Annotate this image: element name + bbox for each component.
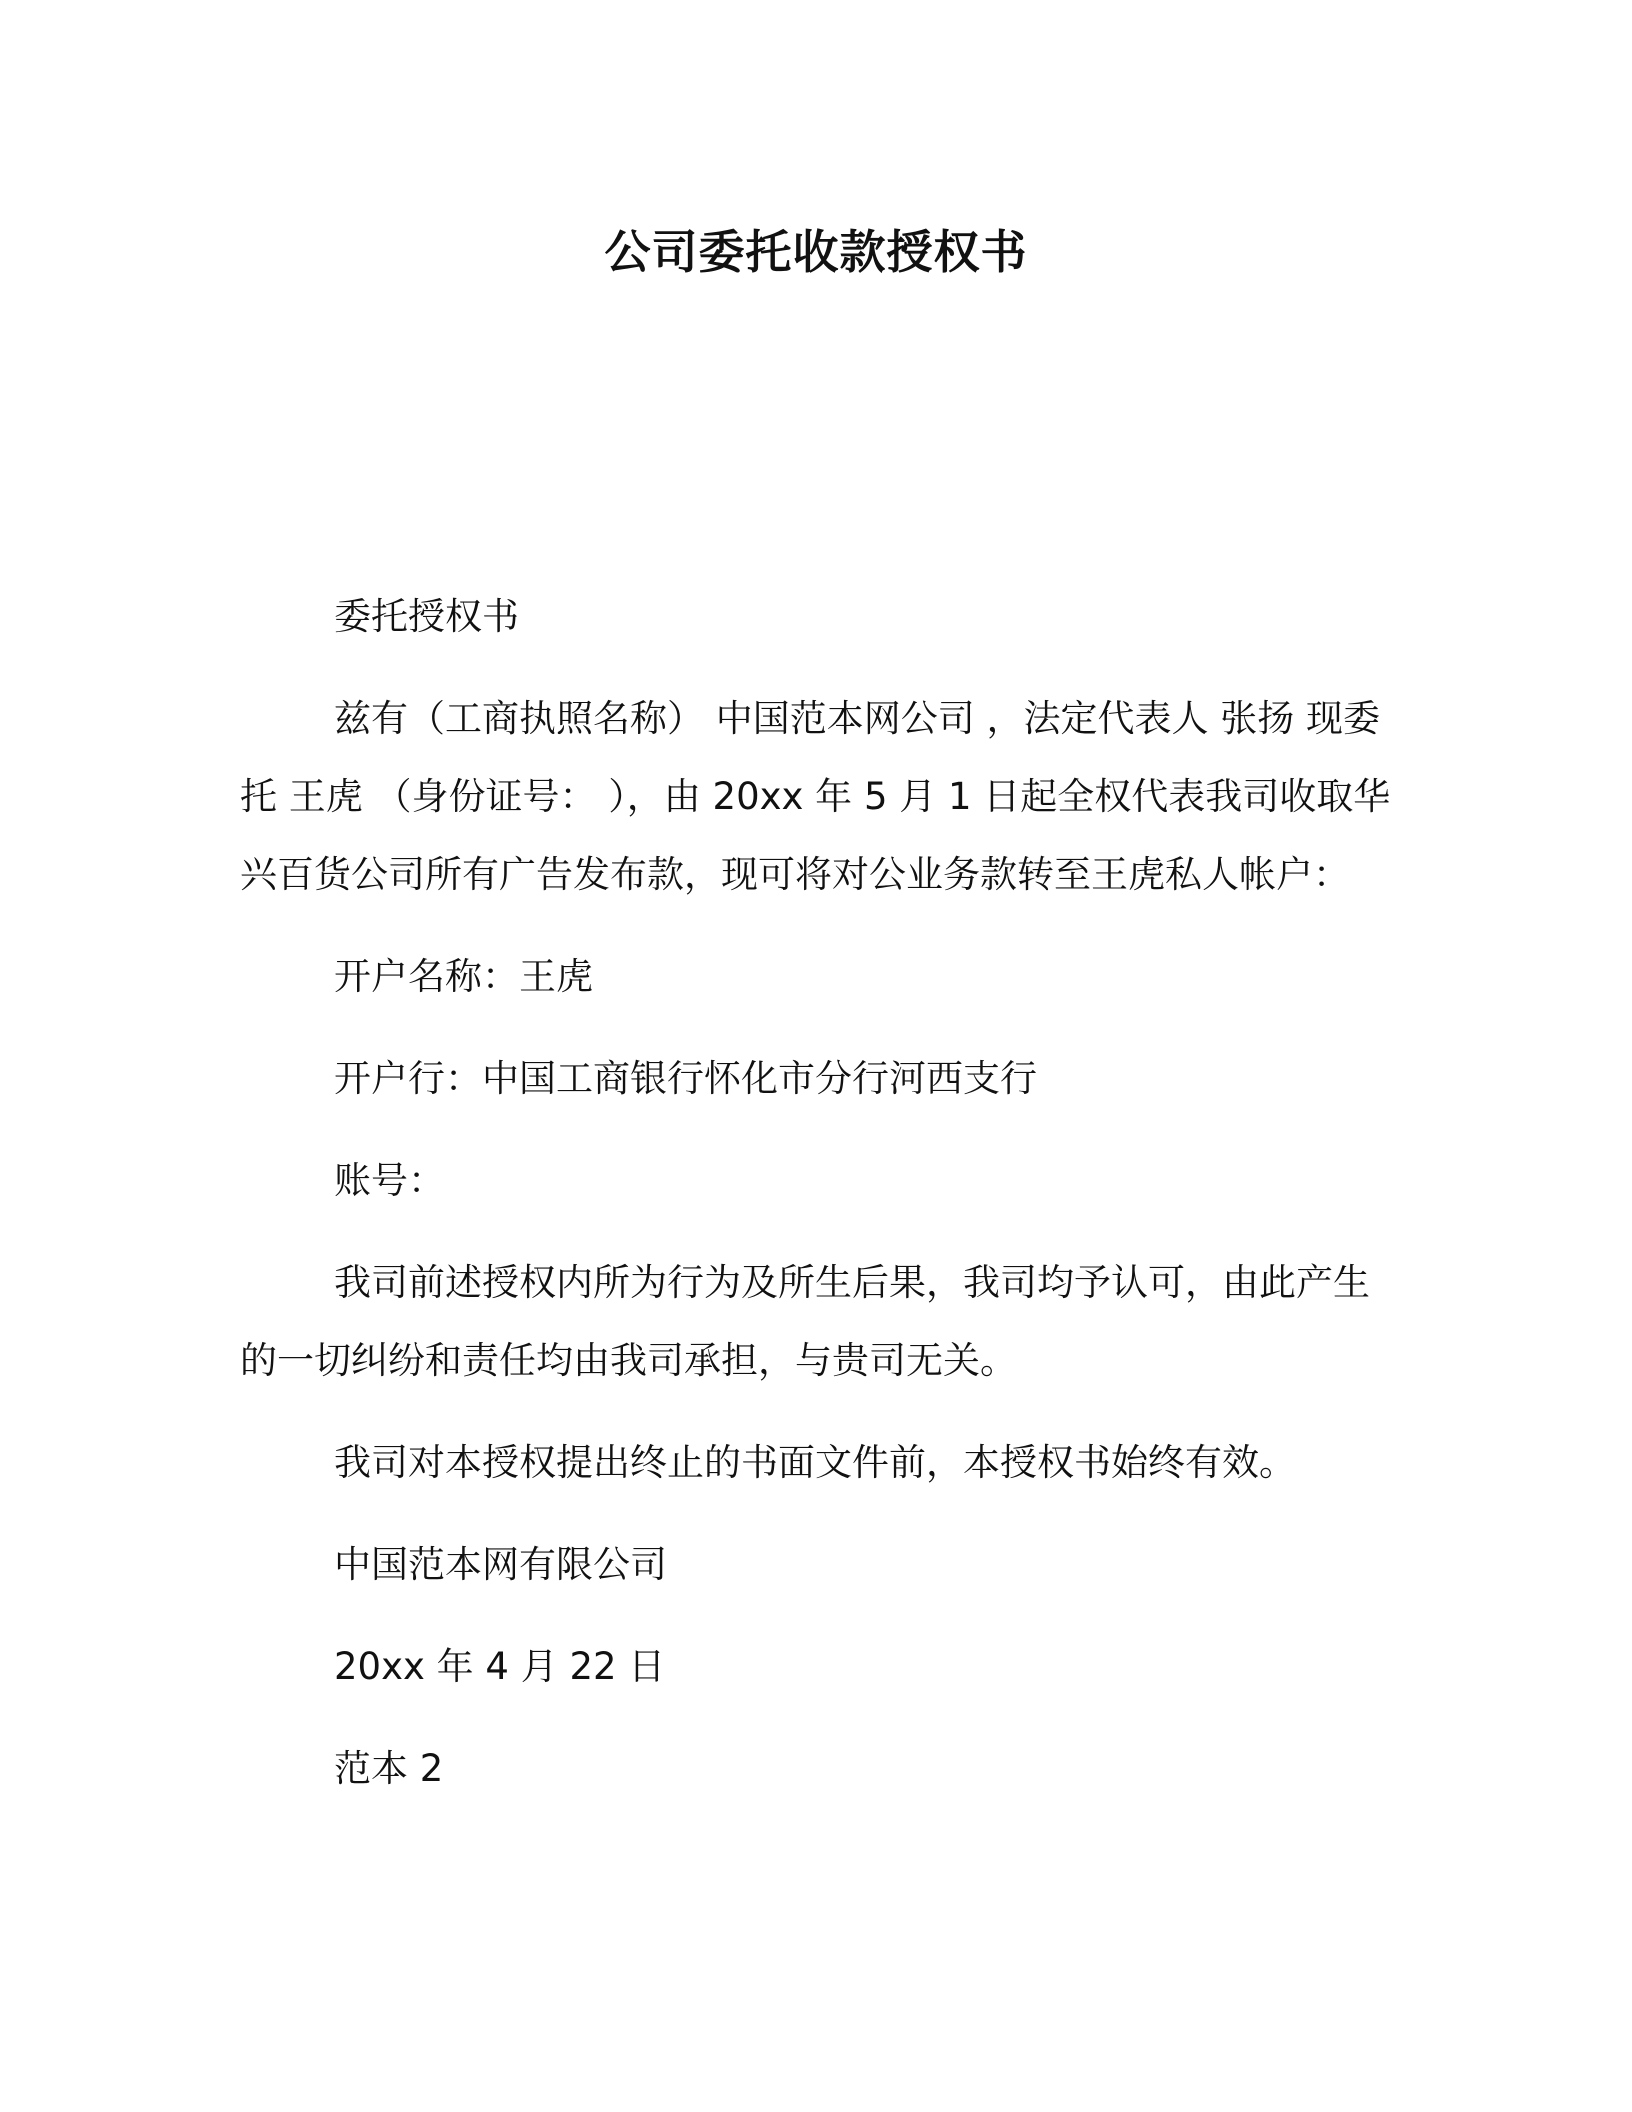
template-label: 范本 2: [334, 1747, 444, 1790]
authorization-line-3: 兴百货公司所有广告发布款，现可将对公业务款转至王虎私人帐户：: [240, 853, 1350, 896]
company-signature: 中国范本网有限公司: [334, 1543, 667, 1586]
bank-name: 开户行：中国工商银行怀化市分行河西支行: [334, 1057, 1037, 1100]
letter-heading: 委托授权书: [334, 595, 519, 638]
account-name: 开户名称：王虎: [334, 955, 593, 998]
signature-date: 20xx 年 4 月 22 日: [334, 1645, 666, 1688]
liability-line-1: 我司前述授权内所为行为及所生后果，我司均予认可，由此产生: [334, 1261, 1370, 1304]
authorization-line-1: 兹有（工商执照名称） 中国范本网公司 ，法定代表人 张扬 现委: [334, 697, 1381, 740]
document-title: 公司委托收款授权书: [604, 225, 1028, 279]
account-number: 账号：: [334, 1159, 445, 1202]
validity-paragraph: 我司对本授权提出终止的书面文件前，本授权书始终有效。: [334, 1441, 1296, 1484]
authorization-line-2: 托 王虎 （身份证号： ），由 20xx 年 5 月 1 日起全权代表我司收取华: [240, 775, 1391, 818]
liability-line-2: 的一切纠纷和责任均由我司承担，与贵司无关。: [240, 1339, 1017, 1382]
